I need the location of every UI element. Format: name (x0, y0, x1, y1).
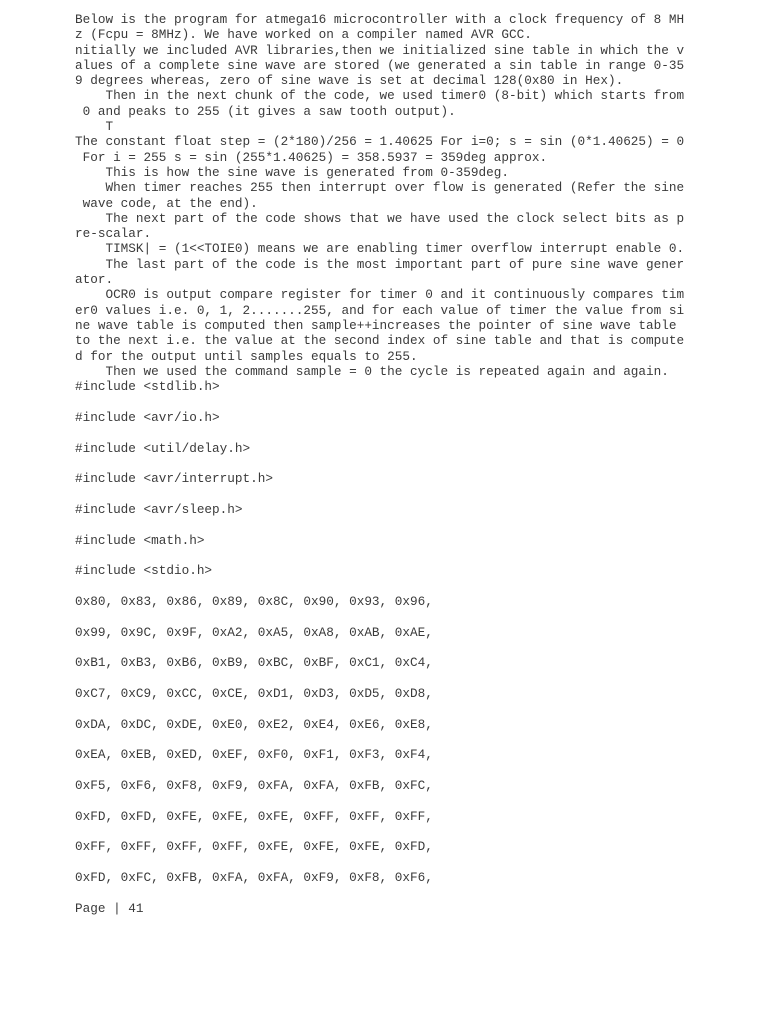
text-line: This is how the sine wave is generated from 0-359deg. (75, 164, 509, 180)
text-line: The constant float step = (2*180)/256 = 1.40625 For i=0; s = sin (0*1.40625) = 0 (75, 134, 685, 150)
text-line: d for the output until samples equals to 255. (75, 348, 418, 364)
include-line: #include <avr/io.h> (75, 409, 220, 425)
text-line: T (75, 119, 114, 135)
text-line: Then we used the command sample = 0 the cycle is repeated again and again. (75, 363, 669, 379)
text-line: alues of a complete sine wave are stored (we generated a sin table in range 0-35 (75, 57, 685, 73)
text-line: ator. (75, 272, 114, 288)
description-text (75, 12, 695, 379)
text-line: nitially we included AVR libraries,then we initialized sine table in which the v (75, 42, 685, 58)
include-line: #include <avr/interrupt.h> (75, 471, 273, 487)
text-line: Then in the next chunk of the code, we used timer0 (8-bit) which starts from (75, 88, 685, 104)
sine-table-row: 0xFD, 0xFC, 0xFB, 0xFA, 0xFA, 0xF9, 0xF8, 0xF6, (75, 870, 433, 886)
sine-table-row: 0xDA, 0xDC, 0xDE, 0xE0, 0xE2, 0xE4, 0xE6, 0xE8, (75, 716, 433, 732)
text-line: 9 degrees whereas, zero of sine wave is set at decimal 128(0x80 in Hex). (75, 73, 624, 89)
text-line: 0 and peaks to 255 (it gives a saw tooth output). (75, 103, 456, 119)
sine-table-row: 0xEA, 0xEB, 0xED, 0xEF, 0xF0, 0xF1, 0xF3, 0xF4, (75, 747, 433, 763)
include-line: #include <util/delay.h> (75, 440, 251, 456)
text-line: Below is the program for atmega16 microcontroller with a clock frequency of 8 MH (75, 12, 685, 27)
text-line: re-scalar. (75, 226, 152, 242)
include-line: #include <math.h> (75, 532, 205, 548)
sine-table-row: 0xFF, 0xFF, 0xFF, 0xFF, 0xFE, 0xFE, 0xFE, 0xFD, (75, 839, 433, 855)
text-line: When timer reaches 255 then interrupt over flow is generated (Refer the sine (75, 180, 685, 196)
document-page (75, 12, 695, 916)
include-line: #include <avr/sleep.h> (75, 501, 243, 517)
page-number: Page | 41 (75, 900, 144, 916)
code-listing (75, 379, 695, 885)
text-line: OCR0 is output compare register for timer 0 and it continuously compares tim (75, 287, 685, 303)
text-line: z (Fcpu = 8MHz). We have worked on a compiler named AVR GCC. (75, 27, 532, 43)
sine-table-row: 0x99, 0x9C, 0x9F, 0xA2, 0xA5, 0xA8, 0xAB, 0xAE, (75, 624, 433, 640)
sine-table-row: 0xF5, 0xF6, 0xF8, 0xF9, 0xFA, 0xFA, 0xFB, 0xFC, (75, 778, 433, 794)
text-line: The next part of the code shows that we have used the clock select bits as p (75, 210, 685, 226)
text-line: For i = 255 s = sin (255*1.40625) = 358.5937 = 359deg approx. (75, 149, 548, 165)
include-line: #include <stdio.h> (75, 563, 213, 579)
sine-table-row: 0xC7, 0xC9, 0xCC, 0xCE, 0xD1, 0xD3, 0xD5, 0xD8, (75, 686, 433, 701)
sine-table-row: 0xB1, 0xB3, 0xB6, 0xB9, 0xBC, 0xBF, 0xC1, 0xC4, (75, 655, 433, 671)
text-line: wave code, at the end). (75, 195, 258, 211)
text-line: The last part of the code is the most important part of pure sine wave gener (75, 256, 685, 272)
text-line: TIMSK| = (1<<TOIE0) means we are enabling timer overflow interrupt enable 0. (75, 241, 685, 257)
text-line: er0 values i.e. 0, 1, 2.......255, and for each value of timer the value from si (75, 302, 685, 318)
sine-table-row: 0x80, 0x83, 0x86, 0x89, 0x8C, 0x90, 0x93, 0x96, (75, 593, 433, 609)
sine-table-row: 0xFD, 0xFD, 0xFE, 0xFE, 0xFE, 0xFF, 0xFF, 0xFF, (75, 808, 433, 824)
include-line: #include <stdlib.h> (75, 379, 220, 395)
text-line: ne wave table is computed then sample++increases the pointer of sine wave table (75, 317, 677, 333)
text-line: to the next i.e. the value at the second index of sine table and that is compute (75, 333, 685, 349)
